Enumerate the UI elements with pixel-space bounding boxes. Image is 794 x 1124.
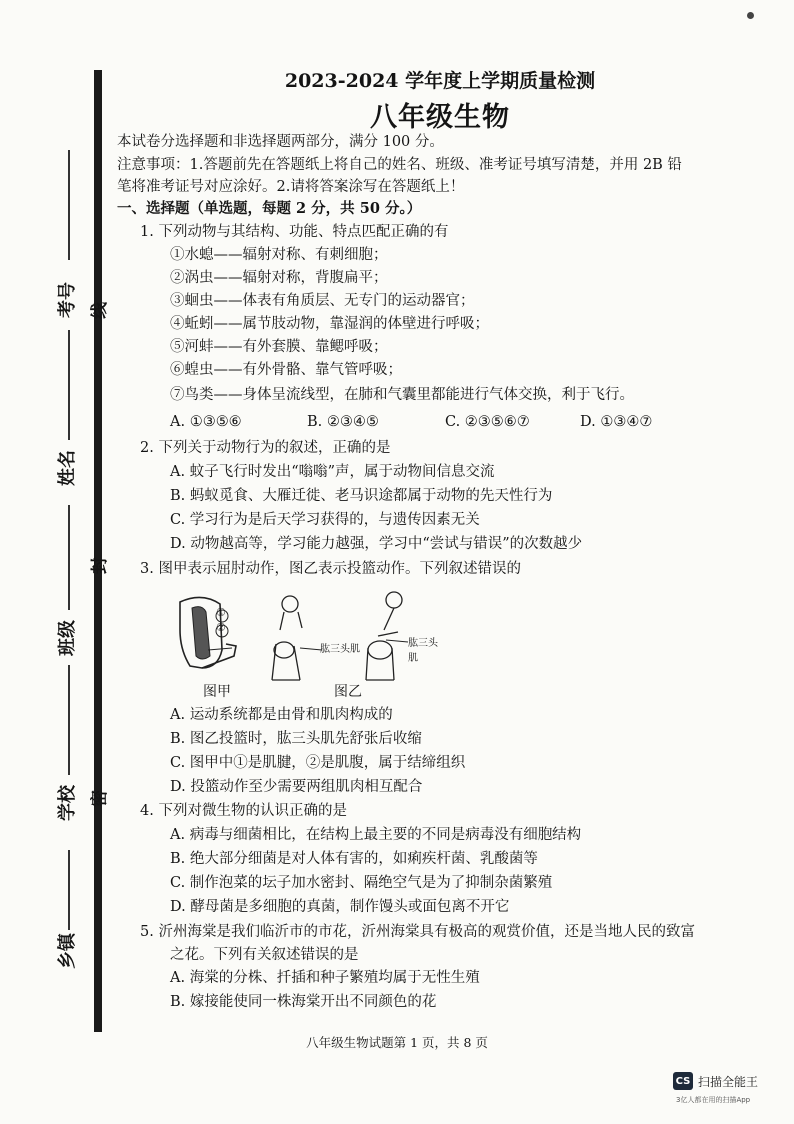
q3-option-b: B. 图乙投篮时，肱三头肌先舒张后收缩 bbox=[170, 731, 422, 747]
q3-option-d: D. 投篮动作至少需要两组肌肉相互配合 bbox=[170, 779, 423, 795]
q1-item: ④蚯蚓——属节肢动物，靠湿润的体壁进行呼吸； bbox=[170, 316, 489, 332]
q2-option-c: C. 学习行为是后天学习获得的，与遗传因素无关 bbox=[170, 512, 480, 528]
fig-label-two: ② bbox=[216, 621, 226, 634]
q1-item: ⑤河蚌——有外套膜、靠鳃呼吸； bbox=[170, 339, 388, 355]
q1-item: ③蛔虫——体表有角质层、无专门的运动器官； bbox=[170, 293, 475, 309]
q5-stem-cont: 之花。下列有关叙述错误的是 bbox=[170, 947, 359, 963]
kaohao-blank[interactable] bbox=[68, 150, 70, 260]
binding-mark-mi: 密 bbox=[90, 790, 110, 807]
exam-title-main: 八年级生物 bbox=[370, 102, 510, 133]
q2-option-d: D. 动物越高等，学习能力越强，学习中“尝试与错误”的次数越少 bbox=[170, 536, 583, 552]
xingming-blank[interactable] bbox=[68, 330, 70, 440]
binding-line bbox=[94, 70, 102, 1032]
q4-stem: 4. 下列对微生物的认识正确的是 bbox=[140, 803, 347, 819]
fig-label-triceps-a: 肱三头肌 bbox=[320, 644, 360, 655]
q1-option-c: C. ②③⑤⑥⑦ bbox=[445, 414, 530, 430]
fig-label-triceps-b: 肱三头肌 bbox=[408, 638, 438, 664]
label-xiangzhen: 乡镇 bbox=[57, 933, 78, 969]
intro-line: 本试卷分选择题和非选择题两部分，满分 100 分。 bbox=[117, 134, 444, 150]
scanner-badge bbox=[673, 1072, 758, 1090]
q4-option-d: D. 酵母菌是多细胞的真菌，制作馒头或面包离不开它 bbox=[170, 899, 510, 915]
q2-option-a: A. 蚊子飞行时发出“嗡嗡”声，属于动物间信息交流 bbox=[170, 464, 495, 480]
fig-label-one: ① bbox=[216, 606, 226, 619]
label-xingming: 姓名 bbox=[57, 450, 78, 486]
fig-caption-a: 图甲 bbox=[203, 684, 231, 700]
q5-option-b: B. 嫁接能使同一株海棠开出不同颜色的花 bbox=[170, 994, 437, 1010]
xiangzhen-blank[interactable] bbox=[68, 850, 70, 930]
scanner-name: 扫描全能王 bbox=[698, 1074, 759, 1089]
q5-option-a: A. 海棠的分株、扦插和种子繁殖均属于无性生殖 bbox=[170, 970, 480, 986]
q1-item: ⑦鸟类——身体呈流线型，在肺和气囊里都能进行气体交换，利于飞行。 bbox=[170, 387, 634, 403]
q2-stem: 2. 下列关于动物行为的叙述，正确的是 bbox=[140, 440, 391, 456]
q4-option-a: A. 病毒与细菌相比，在结构上最主要的不同是病毒没有细胞结构 bbox=[170, 827, 582, 843]
label-kaohao: 考号 bbox=[57, 282, 78, 318]
xuexiao-blank[interactable] bbox=[68, 665, 70, 775]
fig-caption-b: 图乙 bbox=[334, 684, 362, 700]
page-footer: 八年级生物试题第 1 页，共 8 页 bbox=[306, 1035, 488, 1050]
q3-option-a: A. 运动系统都是由骨和肌肉构成的 bbox=[170, 707, 393, 723]
banji-blank[interactable] bbox=[68, 505, 70, 610]
exam-title-top: 2023-2024 学年度上学期质量检测 bbox=[284, 70, 596, 92]
q2-option-b: B. 蚂蚁觅食、大雁迁徙、老马识途都属于动物的先天性行为 bbox=[170, 488, 553, 504]
scanner-tagline: 3亿人都在用的扫描App bbox=[676, 1096, 751, 1104]
intro-line: 笔将准考证号对应涂好。2.请将答案涂写在答题纸上！ bbox=[117, 179, 465, 195]
q5-stem: 5. 沂州海棠是我们临沂市的市花，沂州海棠具有极高的观赏价值，还是当地人民的致富 bbox=[140, 924, 695, 940]
q3-stem: 3. 图甲表示屈肘动作，图乙表示投篮动作。下列叙述错误的 bbox=[140, 561, 521, 577]
q1-stem: 1. 下列动物与其结构、功能、特点匹配正确的有 bbox=[140, 224, 449, 240]
q3-option-c: C. 图甲中①是肌腱，②是肌腹，属于结缔组织 bbox=[170, 755, 466, 771]
intro-line: 注意事项：1.答题前先在答题纸上将自己的姓名、班级、准考证号填写清楚，并用 2B 铅 bbox=[117, 157, 682, 173]
label-xuexiao: 学校 bbox=[57, 785, 78, 821]
scan-speck bbox=[747, 12, 754, 19]
q4-option-c: C. 制作泡菜的坛子加水密封、隔绝空气是为了抑制杂菌繁殖 bbox=[170, 875, 553, 891]
q1-item: ⑥蝗虫——有外骨骼、靠气管呼吸； bbox=[170, 362, 402, 378]
q1-option-d: D. ①③④⑦ bbox=[580, 414, 653, 430]
q1-option-b: B. ②③④⑤ bbox=[307, 414, 379, 430]
binding-mark-feng: 封 bbox=[90, 557, 110, 574]
q1-option-a: A. ①③⑤⑥ bbox=[170, 414, 242, 430]
q1-item: ①水螅——辐射对称、有刺细胞； bbox=[170, 247, 388, 263]
q4-option-b: B. 绝大部分细菌是对人体有害的，如痢疾杆菌、乳酸菌等 bbox=[170, 851, 538, 867]
q1-item: ②涡虫——辐射对称，背腹扁平； bbox=[170, 270, 388, 286]
label-banji: 班级 bbox=[57, 620, 78, 656]
binding-mark-xian: 线 bbox=[90, 302, 110, 319]
camscanner-logo-icon: CS bbox=[673, 1072, 693, 1090]
section-heading: 一、选择题（单选题，每题 2 分，共 50 分。） bbox=[117, 200, 422, 217]
